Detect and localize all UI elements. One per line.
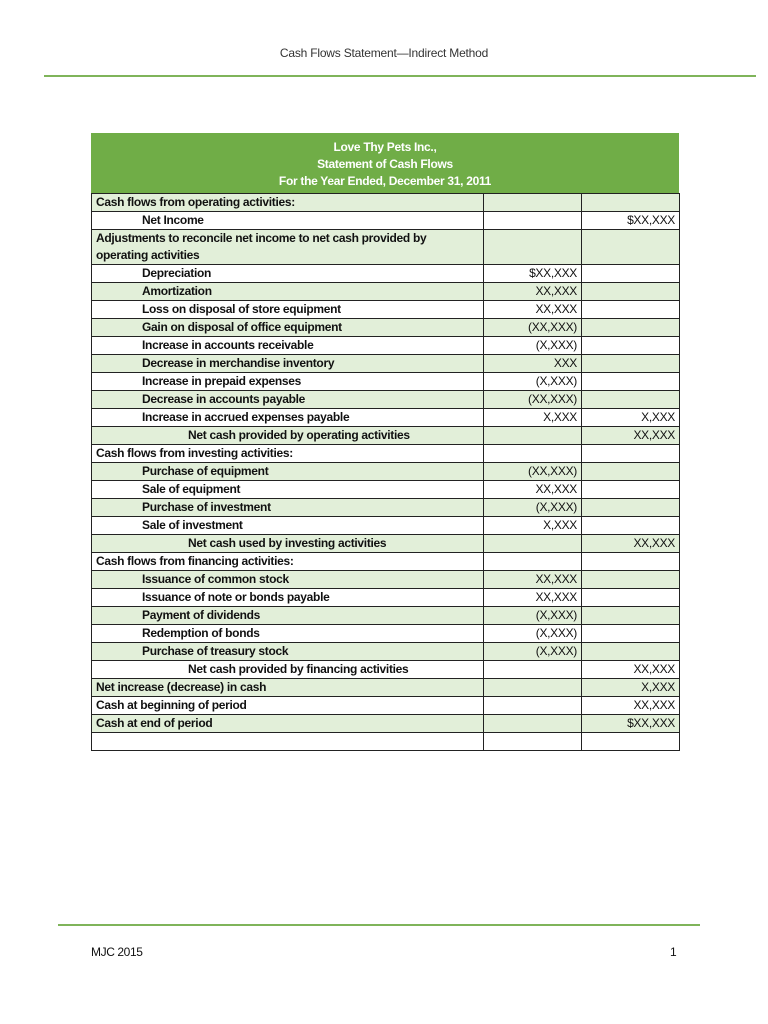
row-label: Redemption of bonds bbox=[92, 625, 484, 643]
row-label: Increase in prepaid expenses bbox=[92, 373, 484, 391]
row-total: $XX,XXX bbox=[582, 715, 680, 733]
row-total bbox=[582, 463, 680, 481]
row-amount bbox=[484, 553, 582, 571]
row-amount: XX,XXX bbox=[484, 589, 582, 607]
row-amount bbox=[484, 715, 582, 733]
row-label: Decrease in merchandise inventory bbox=[92, 355, 484, 373]
table-row bbox=[92, 661, 680, 679]
row-amount: (X,XXX) bbox=[484, 373, 582, 391]
table-row bbox=[92, 301, 680, 319]
page-number: 1 bbox=[670, 945, 677, 959]
table-row bbox=[92, 499, 680, 517]
row-label: Cash at beginning of period bbox=[92, 697, 484, 715]
row-label: Increase in accounts receivable bbox=[92, 337, 484, 355]
row-amount bbox=[484, 194, 582, 212]
header-divider bbox=[44, 75, 756, 77]
table-row bbox=[92, 535, 680, 553]
row-amount bbox=[484, 661, 582, 679]
row-amount bbox=[484, 733, 582, 751]
statement-heading bbox=[91, 133, 679, 193]
row-total bbox=[582, 337, 680, 355]
row-amount: XX,XXX bbox=[484, 571, 582, 589]
row-total: XX,XXX bbox=[582, 427, 680, 445]
company-name: Love Thy Pets Inc., bbox=[333, 140, 437, 154]
row-label: Purchase of investment bbox=[92, 499, 484, 517]
row-amount: $XX,XXX bbox=[484, 265, 582, 283]
table-row bbox=[92, 715, 680, 733]
table-row bbox=[92, 607, 680, 625]
row-amount: (XX,XXX) bbox=[484, 391, 582, 409]
row-label: Net increase (decrease) in cash bbox=[92, 679, 484, 697]
row-amount: (X,XXX) bbox=[484, 643, 582, 661]
row-total: $XX,XXX bbox=[582, 212, 680, 230]
row-amount bbox=[484, 697, 582, 715]
row-label: Decrease in accounts payable bbox=[92, 391, 484, 409]
row-label: Purchase of equipment bbox=[92, 463, 484, 481]
row-total: X,XXX bbox=[582, 679, 680, 697]
table-row bbox=[92, 355, 680, 373]
table-row bbox=[92, 373, 680, 391]
row-total bbox=[582, 230, 680, 265]
row-amount bbox=[484, 427, 582, 445]
row-amount: (XX,XXX) bbox=[484, 319, 582, 337]
row-label: Issuance of common stock bbox=[92, 571, 484, 589]
table-row bbox=[92, 391, 680, 409]
row-total bbox=[582, 194, 680, 212]
row-total bbox=[582, 301, 680, 319]
row-amount: XXX bbox=[484, 355, 582, 373]
row-total bbox=[582, 733, 680, 751]
document-header-title: Cash Flows Statement—Indirect Method bbox=[279, 46, 489, 60]
row-label: Depreciation bbox=[92, 265, 484, 283]
row-amount: (X,XXX) bbox=[484, 337, 582, 355]
row-label: Sale of equipment bbox=[92, 481, 484, 499]
table-row bbox=[92, 283, 680, 301]
table-row bbox=[92, 679, 680, 697]
row-total bbox=[582, 517, 680, 535]
row-total bbox=[582, 553, 680, 571]
row-total bbox=[582, 625, 680, 643]
statement-title: Statement of Cash Flows bbox=[317, 157, 453, 171]
table-row bbox=[92, 571, 680, 589]
row-total bbox=[582, 571, 680, 589]
row-total bbox=[582, 589, 680, 607]
statement-table bbox=[91, 193, 680, 751]
row-total bbox=[582, 265, 680, 283]
row-label: Cash flows from financing activities: bbox=[92, 553, 484, 571]
row-label: Cash flows from investing activities: bbox=[92, 445, 484, 463]
row-label: Payment of dividends bbox=[92, 607, 484, 625]
table-row bbox=[92, 589, 680, 607]
row-label bbox=[92, 733, 484, 751]
table-row bbox=[92, 643, 680, 661]
table-row bbox=[92, 517, 680, 535]
cash-flow-statement bbox=[91, 133, 679, 751]
row-amount: X,XXX bbox=[484, 517, 582, 535]
row-amount: (X,XXX) bbox=[484, 607, 582, 625]
table-row bbox=[92, 463, 680, 481]
row-label: Amortization bbox=[92, 283, 484, 301]
row-label: Net Income bbox=[92, 212, 484, 230]
table-row bbox=[92, 337, 680, 355]
footer-text: MJC 2015 bbox=[91, 945, 143, 959]
row-amount: (X,XXX) bbox=[484, 625, 582, 643]
row-label: Issuance of note or bonds payable bbox=[92, 589, 484, 607]
row-label: Net cash provided by financing activities bbox=[92, 661, 484, 679]
row-total bbox=[582, 481, 680, 499]
table-row bbox=[92, 553, 680, 571]
row-total bbox=[582, 355, 680, 373]
row-amount: (XX,XXX) bbox=[484, 463, 582, 481]
row-amount bbox=[484, 679, 582, 697]
row-total bbox=[582, 283, 680, 301]
row-label: Cash flows from operating activities: bbox=[92, 194, 484, 212]
row-amount bbox=[484, 230, 582, 265]
table-row bbox=[92, 194, 680, 212]
row-amount bbox=[484, 212, 582, 230]
table-row bbox=[92, 733, 680, 751]
row-total bbox=[582, 373, 680, 391]
row-label: Adjustments to reconcile net income to net cash provided by operating activities bbox=[92, 230, 484, 265]
row-total: XX,XXX bbox=[582, 535, 680, 553]
table-row bbox=[92, 212, 680, 230]
footer-divider bbox=[58, 924, 700, 926]
row-total bbox=[582, 445, 680, 463]
table-row bbox=[92, 625, 680, 643]
row-amount: XX,XXX bbox=[484, 301, 582, 319]
row-label: Net cash used by investing activities bbox=[92, 535, 484, 553]
row-total bbox=[582, 499, 680, 517]
row-label: Sale of investment bbox=[92, 517, 484, 535]
table-row bbox=[92, 427, 680, 445]
row-total bbox=[582, 607, 680, 625]
table-row bbox=[92, 697, 680, 715]
row-amount bbox=[484, 445, 582, 463]
table-row bbox=[92, 445, 680, 463]
table-row bbox=[92, 481, 680, 499]
table-row bbox=[92, 319, 680, 337]
table-row bbox=[92, 409, 680, 427]
row-label: Purchase of treasury stock bbox=[92, 643, 484, 661]
statement-period: For the Year Ended, December 31, 2011 bbox=[278, 174, 492, 188]
row-label: Gain on disposal of office equipment bbox=[92, 319, 484, 337]
row-label: Net cash provided by operating activities bbox=[92, 427, 484, 445]
table-row bbox=[92, 265, 680, 283]
row-total: XX,XXX bbox=[582, 661, 680, 679]
row-amount: (X,XXX) bbox=[484, 499, 582, 517]
row-label: Loss on disposal of store equipment bbox=[92, 301, 484, 319]
row-label: Cash at end of period bbox=[92, 715, 484, 733]
row-label: Increase in accrued expenses payable bbox=[92, 409, 484, 427]
row-amount: X,XXX bbox=[484, 409, 582, 427]
row-total bbox=[582, 391, 680, 409]
row-total: XX,XXX bbox=[582, 697, 680, 715]
row-amount: XX,XXX bbox=[484, 283, 582, 301]
row-amount: XX,XXX bbox=[484, 481, 582, 499]
row-total bbox=[582, 643, 680, 661]
table-row bbox=[92, 230, 680, 265]
row-amount bbox=[484, 535, 582, 553]
row-total: X,XXX bbox=[582, 409, 680, 427]
row-total bbox=[582, 319, 680, 337]
